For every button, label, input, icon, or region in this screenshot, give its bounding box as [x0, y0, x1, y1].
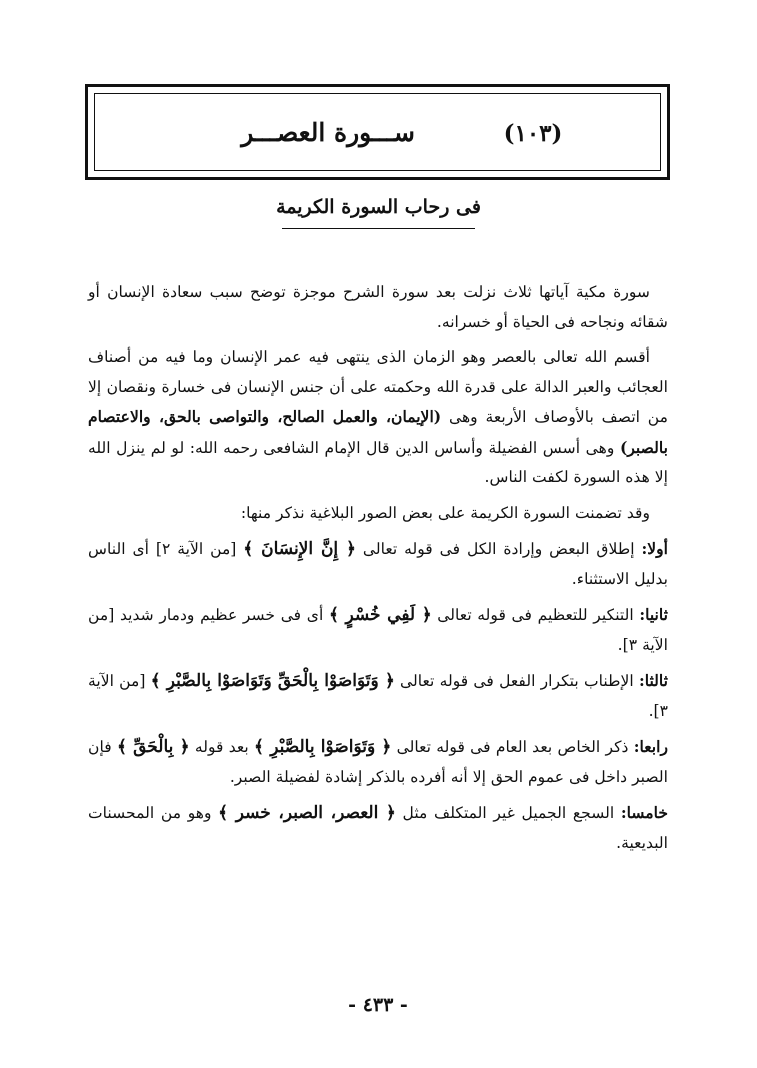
paragraph-second: ثانيا: التنكير للتعظيم فى قوله تعالى ﴿ لَفِي خُسْرٍ ﴾ أى فى خسر عظيم ودمار شديد [من الآية ٣]. — [88, 605, 668, 654]
surah-title-frame — [85, 84, 670, 180]
surah-number: (١٠٣) — [503, 120, 563, 147]
quoted-words: ﴿ العصر، الصبر، خسر ﴾ — [218, 803, 396, 823]
four-qualities: (الإيمان، والعمل الصالح، والتواصى بالحق، والاعتصام بالصبر) — [88, 407, 668, 457]
paragraph-fourth: رابعا: ذكر الخاص بعد العام فى قوله تعالى ﴿ وَتَوَاصَوْا بِالصَّبْرِ ﴾ بعد قوله ﴿ بِالْحَقِّ ﴾ فإن الصبر داخل فى عموم الحق إلا أنه أفرده بالذكر إشادة لفضيلة الصبر. — [88, 737, 668, 786]
label-second: ثانيا: — [639, 605, 668, 624]
quran-quote: ﴿ وَتَوَاصَوْا بِالْحَقِّ وَتَوَاصَوْا بِالصَّبْرِ ﴾ — [150, 671, 395, 691]
quran-quote: ﴿ لَفِي خُسْرٍ ﴾ — [328, 605, 432, 625]
label-third: ثالثا: — [638, 671, 668, 690]
paragraph-third: ثالثا: الإطناب بتكرار الفعل فى قوله تعالى ﴿ وَتَوَاصَوْا بِالْحَقِّ وَتَوَاصَوْا بِالصَّبْرِ ﴾ [من الآية ٣]. — [88, 671, 668, 720]
quran-quote: ﴿ إِنَّ الإِنسَانَ ﴾ — [243, 539, 356, 559]
section-title: فى رحاب السورة الكريمة — [276, 196, 481, 218]
section-title-underline — [282, 228, 475, 229]
paragraph-oath: أقسم الله تعالى بالعصر وهو الزمان الذى ينتهى فيه عمر الإنسان وما فيه من أصناف العجائب والعبر الدالة على قدرة الله وحكمته على أن جنس الإنسان فى خسارة ونقصان إلا من اتصف بالأوصاف الأربعة وهى (الإيمان، والعمل الصالح، والتواصى بالحق، والاعتصام بالصبر) وهى أسس الفضيلة وأساس الدين قال الإمام الشافعى رحمه الله: لو لم ينزل الله إلا هذه السورة لكفت الناس. — [88, 348, 668, 486]
label-fifth: خامسا: — [620, 803, 668, 822]
body-text — [88, 278, 668, 864]
paragraph-rhetoric-intro: وقد تضمنت السورة الكريمة على بعض الصور البلاغية نذكر منها: — [240, 503, 650, 522]
label-first: أولا: — [641, 539, 668, 558]
paragraph-intro: سورة مكية آياتها ثلاث نزلت بعد سورة الشرح موجزة توضح سبب سعادة الإنسان أو شقائه ونجاحه فى الحياة أو خسرانه. — [88, 283, 668, 331]
quran-quote: ﴿ بِالْحَقِّ ﴾ — [116, 737, 190, 757]
label-fourth: رابعا: — [633, 737, 668, 756]
paragraph-first: أولا: إطلاق البعض وإرادة الكل فى قوله تعالى ﴿ إِنَّ الإِنسَانَ ﴾ [من الآية ٢] أى الناس بدليل الاستثناء. — [88, 539, 668, 588]
paragraph-fifth: خامسا: السجع الجميل غير المتكلف مثل ﴿ العصر، الصبر، خسر ﴾ وهو من المحسنات البديعية. — [88, 803, 668, 852]
page-number: - ٤٣٣ - — [348, 994, 408, 1016]
surah-name: ســـورة العصـــر — [241, 118, 415, 147]
quran-quote: ﴿ وَتَوَاصَوْا بِالصَّبْرِ ﴾ — [254, 737, 392, 757]
surah-title-inner-frame — [94, 93, 661, 171]
